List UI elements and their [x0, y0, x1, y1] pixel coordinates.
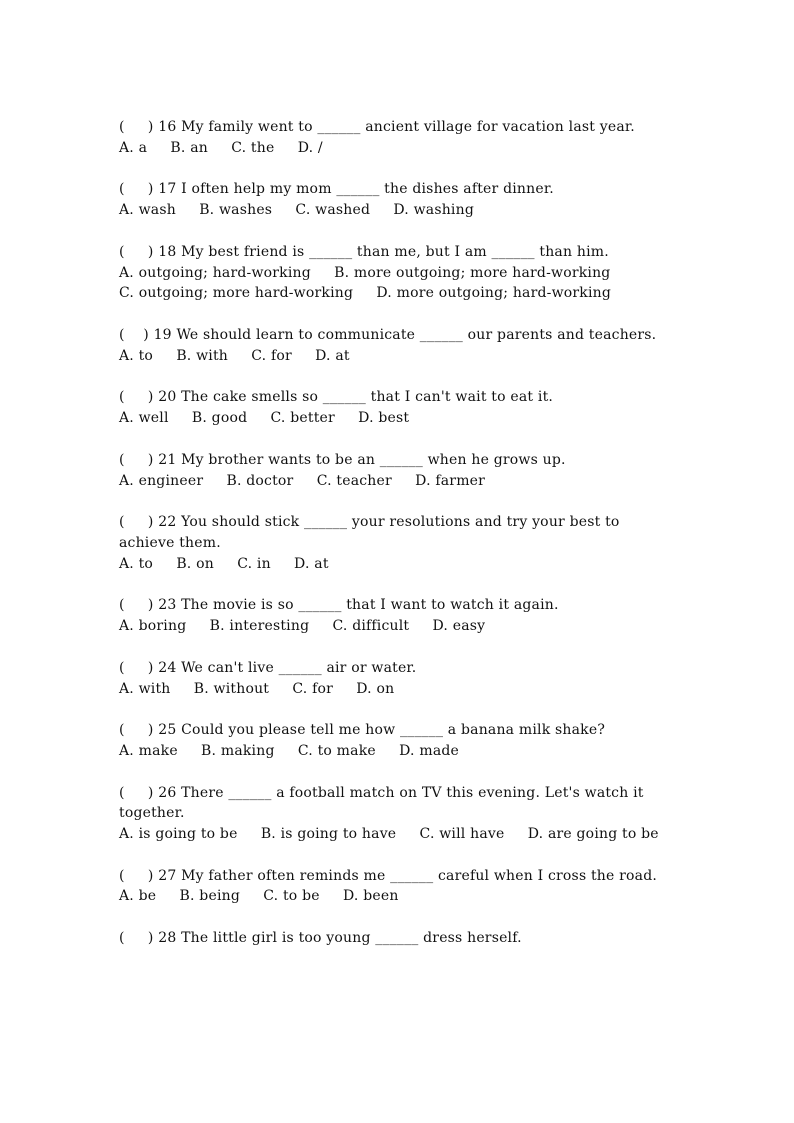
answer-options: A. be B. being C. to be D. been: [119, 888, 399, 905]
question-17: [119, 179, 679, 221]
question-28: [119, 928, 679, 949]
question-stem: ( ) 21 My brother wants to be an ______ when he grows up.: [119, 451, 566, 468]
question-stem: ( ) 16 My family went to ______ ancient village for vacation last year.: [119, 119, 635, 135]
question-stem: ( ) 28 The little girl is too young ______ dress herself.: [119, 930, 522, 947]
question-stem: ( ) 20 The cake smells so ______ that I can't wait to eat it.: [119, 389, 554, 406]
answer-options: A. is going to be B. is going to have C. will have D. are going to be: [119, 826, 659, 843]
question-stem: ( ) 22 You should stick ______ your resolutions and try your best to achieve them.: [119, 514, 625, 551]
question-16: [119, 117, 679, 159]
answer-options: A. a B. an C. the D. /: [119, 139, 323, 156]
question-stem: ( ) 24 We can't live ______ air or water.: [119, 659, 417, 676]
question-stem: ( ) 23 The movie is so ______ that I want to watch it again.: [119, 597, 559, 614]
answer-options: A. engineer B. doctor C. teacher D. farmer: [119, 472, 486, 489]
question-stem: ( ) 26 There ______ a football match on TV this evening. Let's watch it together.: [119, 784, 649, 822]
answer-options: C. outgoing; more hard-working D. more outgoing; hard-working: [119, 285, 612, 302]
question-21: [119, 450, 679, 492]
answer-options: A. well B. good C. better D. best: [119, 410, 410, 427]
answer-options: A. to B. with C. for D. at: [119, 347, 350, 364]
answer-options: A. to B. on C. in D. at: [119, 555, 329, 572]
question-27: [119, 866, 679, 908]
question-22: [119, 512, 679, 574]
question-26: [119, 783, 679, 845]
question-24: [119, 658, 679, 700]
question-stem: ( ) 27 My father often reminds me ______ careful when I cross the road.: [119, 867, 658, 884]
answer-options: A. wash B. washes C. washed D. washing: [119, 202, 474, 219]
question-23: [119, 595, 679, 637]
worksheet: [119, 117, 679, 970]
question-18: [119, 242, 679, 304]
answer-options: A. outgoing; hard-working B. more outgoing; more hard-working: [119, 264, 611, 281]
question-19: [119, 325, 679, 367]
question-stem: ( ) 18 My best friend is ______ than me, but I am ______ than him.: [119, 243, 609, 260]
question-stem: ( ) 17 I often help my mom ______ the dishes after dinner.: [119, 181, 554, 198]
answer-options: A. with B. without C. for D. on: [119, 680, 395, 697]
question-stem: ( ) 19 We should learn to communicate ______ our parents and teachers.: [119, 326, 657, 343]
question-25: [119, 720, 679, 762]
question-20: [119, 387, 679, 429]
answer-options: A. boring B. interesting C. difficult D. easy: [119, 618, 486, 635]
question-stem: ( ) 25 Could you please tell me how ______ a banana milk shake?: [119, 722, 606, 739]
answer-options: A. make B. making C. to make D. made: [119, 742, 460, 759]
